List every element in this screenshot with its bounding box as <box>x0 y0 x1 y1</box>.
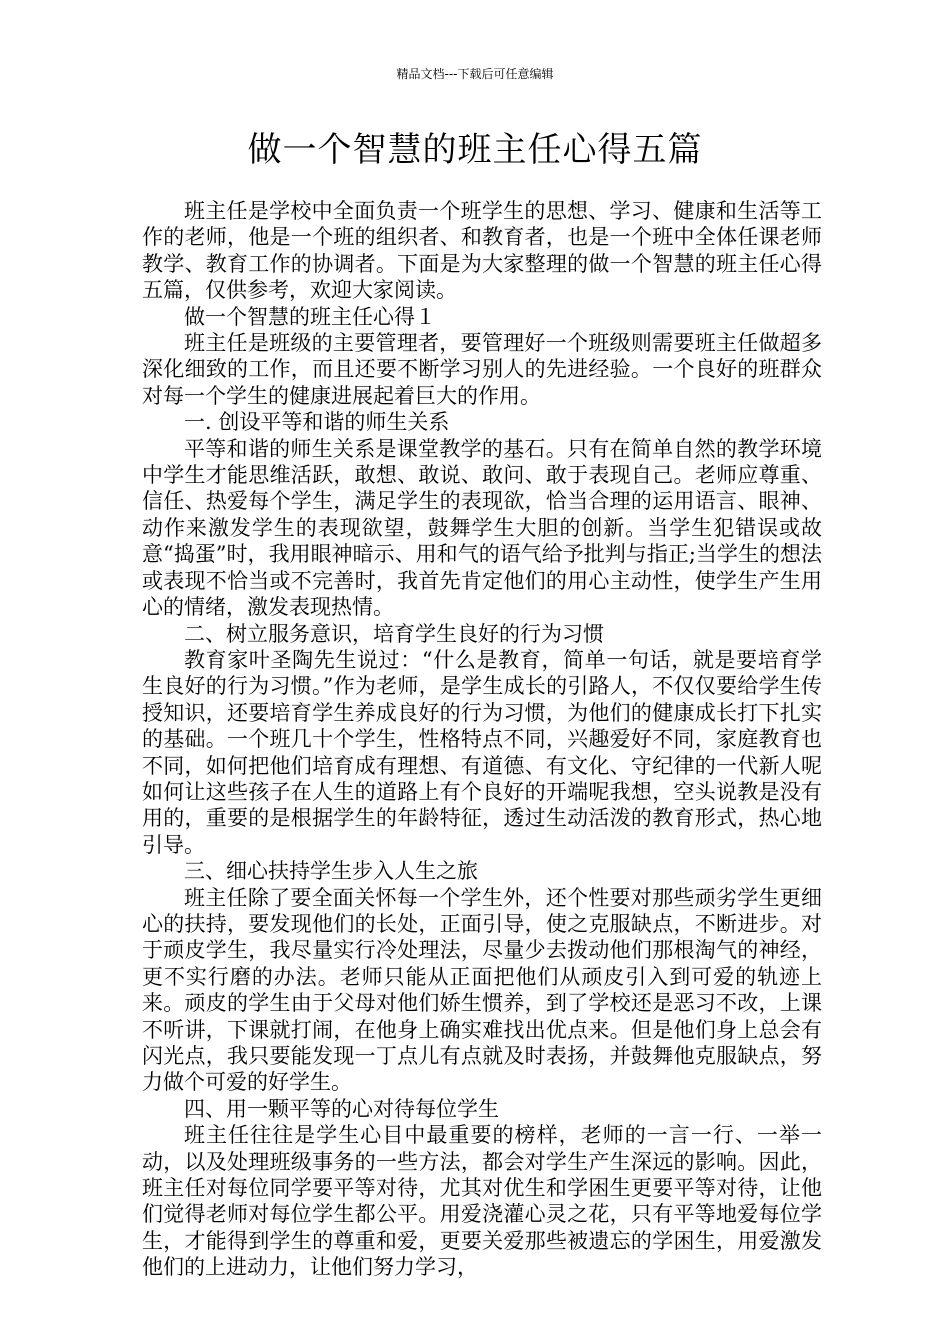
body-paragraph: 班主任往往是学生心目中最重要的榜样，老师的一言一行、一举一动，以及处理班级事务的一些方法，都会对学生产生深远的影响。因此，班主任对每位同学要平等对待，尤其对优生和学困生更要平等对待，让他们觉得老师对每位学生都公平。用爱浇灌心灵之花，只有平等地爱每位学生，才能得到学生的尊重和爱，更要关爱那些被遗忘的学困生，用爱激发他们的上进动力，让他们努力学习， <box>142 1123 822 1280</box>
body-paragraph: 教育家叶圣陶先生说过：“什么是教育，简单一句话，就是要培育学生良好的行为习惯。”作为老师，是学生成长的引路人，不仅仅要给学生传授知识，还要培育学生养成良好的行为习惯，为他们的健康成长打下扎实的基础。一个班几十个学生，性格特点不同，兴趣爱好不同，家庭教育也不同，如何把他们培育成有理想、有道德、有文化、守纪律的一代新人呢如何让这些孩子在人生的道路上有个良好的开端呢我想，空头说教是没有用的，重要的是根据学生的年龄特征，透过生动活泼的教育形式，热心地引导。 <box>142 647 822 857</box>
body-paragraph: 平等和谐的师生关系是课堂教学的基石。只有在简单自然的教学环境中学生才能思维活跃，敢想、敢说、敢问、敢于表现自己。老师应尊重、信任、热爱每个学生，满足学生的表现欲，恰当合理的运用语言、眼神、动作来激发学生的表现欲望，鼓舞学生大胆的创新。当学生犯错误或故意“捣蛋”时，我用眼神暗示、用和气的语气给予批判与指正;当学生的想法或表现不恰当或不完善时，我首先肯定他们的用心主动性，使学生产生用心的情绪，激发表现热情。 <box>142 436 822 620</box>
intro-paragraph: 班主任是学校中全面负责一个班学生的思想、学习、健康和生活等工作的老师，他是一个班的组织者、和教育者，也是一个班中全体任课老师教学、教育工作的协调者。下面是为大家整理的做一个智慧的班主任心得五篇，仅供参考，欢迎大家阅读。 <box>142 199 822 303</box>
body-paragraph: 班主任是班级的主要管理者，要管理好一个班级则需要班主任做超多深化细致的工作，而且还要不断学习别人的先进经验。一个良好的班群众对每一个学生的健康进展起着巨大的作用。 <box>142 331 822 408</box>
document-title: 做一个智慧的班主任心得五篇 <box>247 130 703 170</box>
document-body <box>142 198 822 1281</box>
subheading-4: 四、用一颗平等的心对待每位学生 <box>184 1096 499 1121</box>
body-paragraph: 班主任除了要全面关怀每一个学生外，还个性要对那些顽劣学生更细心的扶持，要发现他们的长处，正面引导，使之克服缺点，不断进步。对于顽皮学生，我尽量实行冷处理法，尽量少去拨动他们那根淘气的神经，更不实行磨的办法。老师只能从正面把他们从顽皮引入到可爱的轨迹上来。顽皮的学生由于父母对他们娇生惯养，到了学校还是恶习不改，上课不听讲，下课就打闹，在他身上确实难找出优点来。但是他们身上总会有闪光点，我只要能发现一丁点儿有点就及时表扬，并鼓舞他克服缺点，努力做个可爱的好学生。 <box>142 885 822 1095</box>
subheading-2: 二、树立服务意识，培育学生良好的行为习惯 <box>184 621 604 646</box>
subheading-3: 三、细心扶持学生步入人生之旅 <box>184 859 478 884</box>
section-heading-essay-1: 做一个智慧的班主任心得１ <box>184 304 436 329</box>
header-note: 精品文档---下载后可任意编辑 <box>396 67 554 81</box>
subheading-1: 一. 创设平等和谐的师生关系 <box>184 410 450 435</box>
